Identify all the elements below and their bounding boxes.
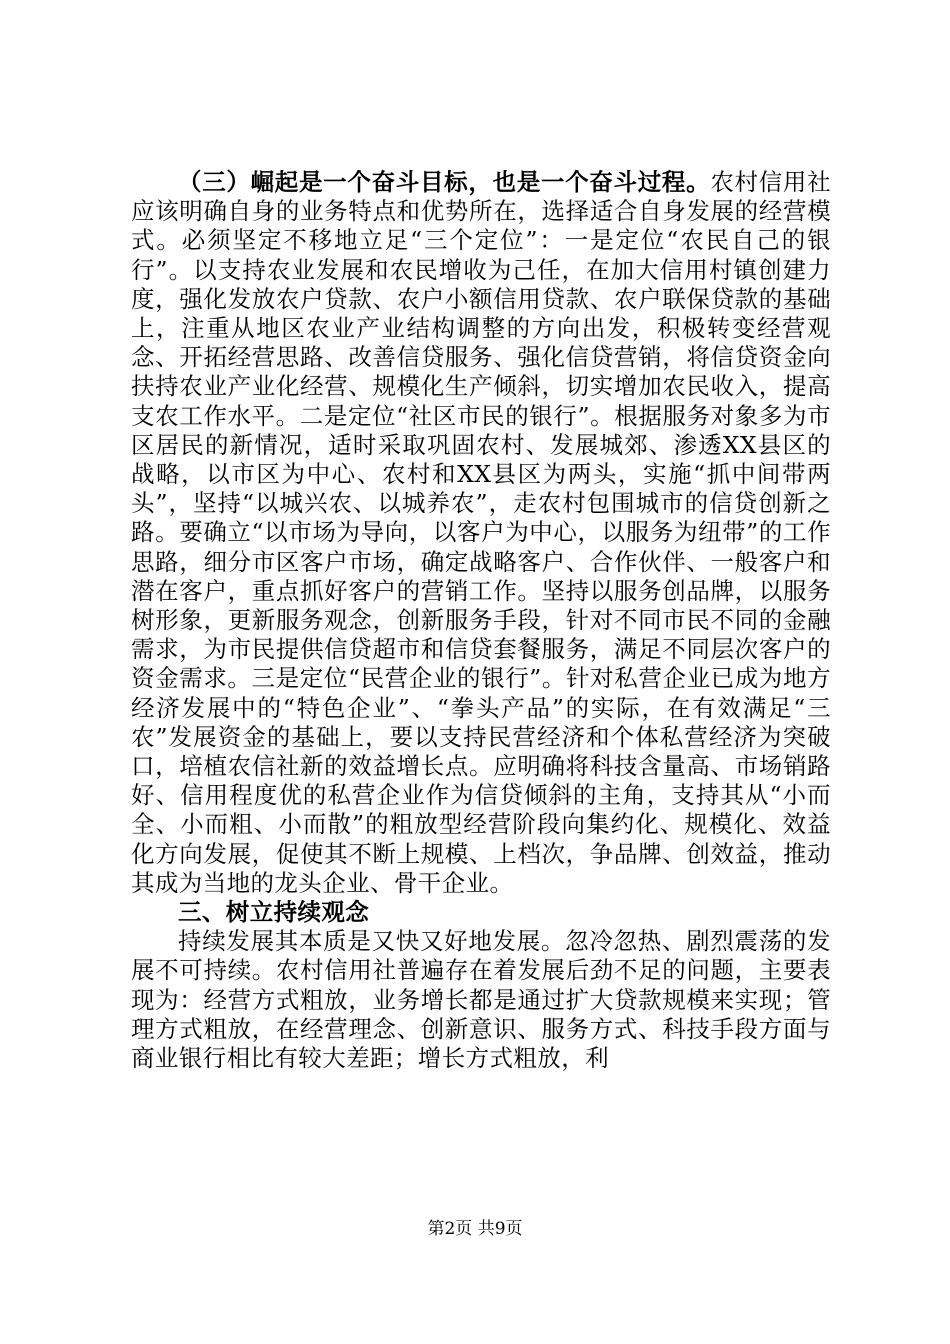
paragraph-body: 农村信用社应该明确自身的业务特点和优势所在，选择适合自身发展的经营模式。必须坚定不移地立足“三个定位”：一是定位“农民自己的银行”。以支持农业发展和农民增收为己任，在加大信用村镇创建力度，强化发放农户贷款、农户小额信用贷款、农户联保贷款的基础上，注重从地区农业产业结构调整的方向出发，积极转变经营观念、开拓经营思路、改善信贷服务、强化信贷营销，将信贷资金向扶持农业产业化经营、规模化生产倾斜，切实增加农民收入，提高支农工作水平。二是定位“社区市民的银行”。根据服务对象多为市区居民的新情况，适时采取巩固农村、发展城郊、渗透XX县区的战略，以市区为中心、农村和XX县区为两头，实施“抓中间带两头”，坚持“以城兴农、以城养农”，走农村包围城市的信贷创新之路。要确立“以市场为导向，以客户为中心，以服务为纽带”的工作思路，细分市区客户市场，确定战略客户、合作伙伴、一般客户和潜在客户，重点抓好客户的营销工作。坚持以服务创品牌，以服务树形象，更新服务观念，创新服务手段，针对不同市民不同的金融需求，为市民提供信贷超市和信贷套餐服务，满足不同层次客户的资金需求。三是定位“民营企业的银行”。针对私营企业已成为地方经济发展中的“特色企业”、“拳头产品”的实际，在有效满足“三农”发展资金的基础上，要以支持民营经济和个体私营经济为突破口，培植农信社新的效益增长点。应明确将科技含量高、市场销路好、信用程度优的私营企业作为信贷倾斜的主角，支持其从“小而全、小而粗、小而散”的粗放型经营阶段向集约化、规模化、效益化方向发展，促使其不断上规模、上档次，争品牌、创效益，推动其成为当地的龙头企业、骨干企业。 [131,168,831,897]
paragraph-lead-heading: （三）崛起是一个奋斗目标，也是一个奋斗过程。 [178,168,711,196]
page-number-footer: 第2页 共9页 [427,1219,523,1239]
section-heading: 三、树立持续观念 [178,898,370,927]
paragraph-sustainability: 持续发展其本质是又快又好地发展。忽冷忽热、剧烈震荡的发展不可持续。农村信用社普遍存在着发展后劲不足的问题，主要表现为：经营方式粗放，业务增长都是通过扩大贷款规模来实现；管理方式粗放，在经营理念、创新意识、服务方式、科技手段方面与商业银行相比有较大差距；增长方式粗放，利 [131,927,831,1073]
page-content [131,168,831,1073]
paragraph-positioning [131,168,831,898]
